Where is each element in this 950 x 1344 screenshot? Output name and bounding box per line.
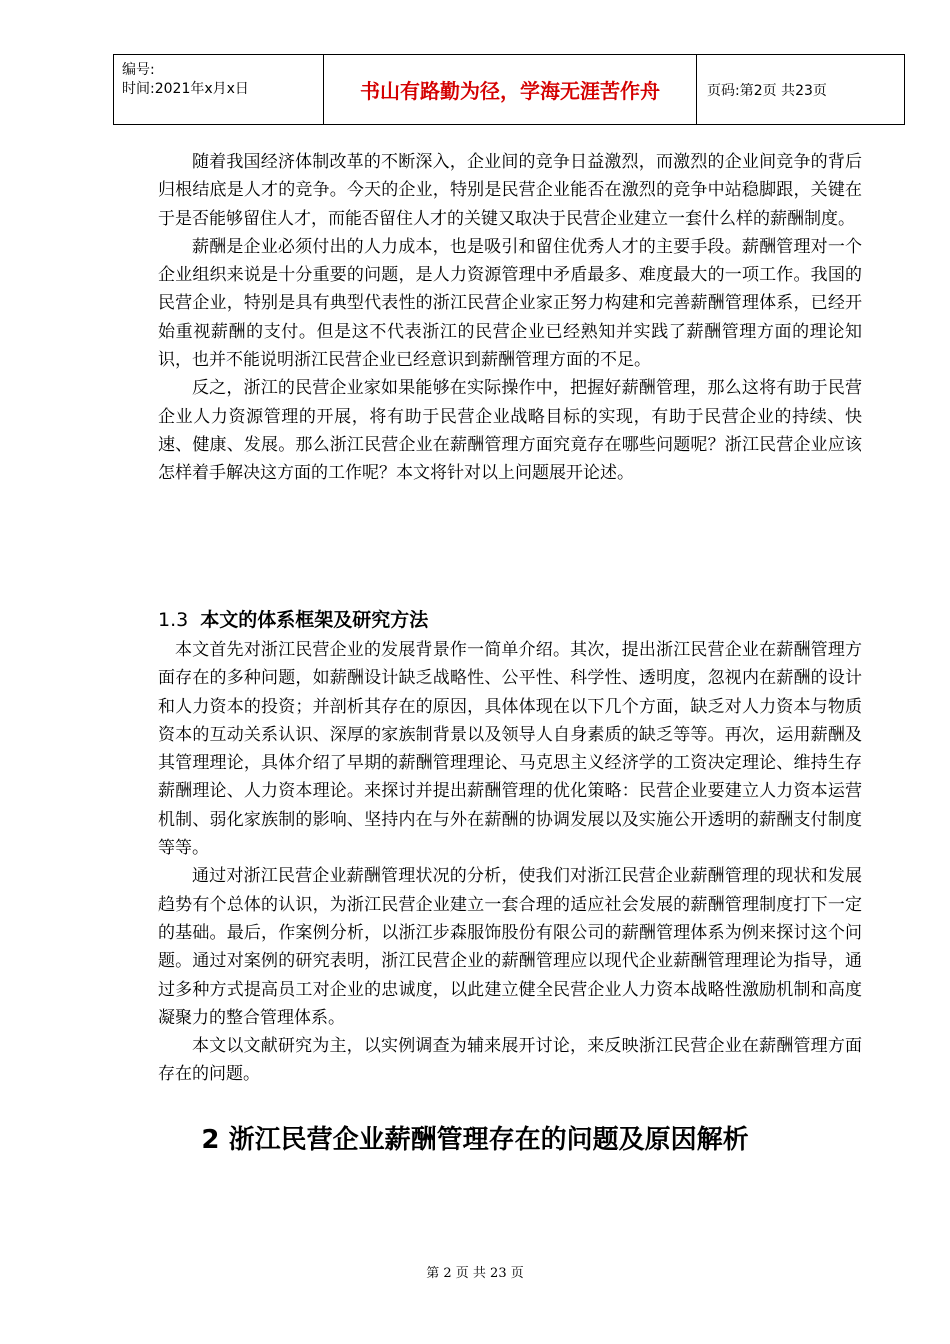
paragraph: 薪酬是企业必须付出的人力成本，也是吸引和留住优秀人才的主要手段。薪酬管理对一个企业组织来说是十分重要的问题，是人力资源管理中矛盾最多、难度最大的一项工作。我国的民营企业，特别是具有典型代表性的浙江民营企业家正努力构建和完善薪酬管理体系，已经开始重视薪酬的支付。但是这不代表浙江的民营企业已经熟知并实践了薪酬管理方面的理论知识，也并不能说明浙江民营企业已经意识到薪酬管理方面的不足。 (158, 236, 862, 371)
intro-section (158, 148, 862, 488)
paragraph: 反之，浙江的民营企业家如果能够在实际操作中，把握好薪酬管理，那么这将有助于民营企业人力资源管理的开展，将有助于民营企业战略目标的实现，有助于民营企业的持续、快速、健康、发展。那么浙江民营企业在薪酬管理方面究竟存在哪些问题呢？浙江民营企业应该怎样着手解决这方面的工作呢？本文将针对以上问题展开论述。 (158, 378, 862, 484)
section-number: 1.3 (158, 609, 189, 631)
header-meta-cell (114, 55, 324, 125)
header-motto: 书山有路勤为径，学海无涯苦作舟 (324, 55, 697, 125)
section-body (158, 636, 862, 1089)
section-title: 本文的体系框架及研究方法 (200, 609, 429, 631)
paragraph: 本文以文献研究为主，以实例调查为辅来展开讨论，来反映浙江民营企业在薪酬管理方面存在的问题。 (158, 1036, 862, 1085)
paragraph: 本文首先对浙江民营企业的发展背景作一简单介绍。其次，提出浙江民营企业在薪酬管理方面存在的多种问题，如薪酬设计缺乏战略性、公平性、科学性、透明度，忽视内在薪酬的设计和人力资本的投资；并剖析其存在的原因，具体体现在以下几个方面，缺乏对人力资本与物质资本的互动关系认识、深厚的家族制背景以及领导人自身素质的缺乏等等。再次，运用薪酬及其管理理论，具体介绍了早期的薪酬管理理论、马克思主义经济学的工资决定理论、维持生存薪酬理论、人力资本理论。来探讨并提出薪酬管理的优化策略：民营企业要建立人力资本运营机制、弱化家族制的影响、坚持内在与外在薪酬的协调发展以及实施公开透明的薪酬支付制度等等。 (158, 640, 862, 859)
paragraph: 随着我国经济体制改革的不断深入，企业间的竞争日益激烈，而激烈的企业间竞争的背后归根结底是人才的竞争。今天的企业，特别是民营企业能否在激烈的竞争中站稳脚跟，关键在于是否能够留住人才，而能否留住人才的关键又取决于民营企业建立一套什么样的薪酬制度。 (158, 152, 862, 229)
section-heading (158, 605, 428, 632)
chapter-heading: 2 浙江民营企业薪酬管理存在的问题及原因解析 (201, 1125, 749, 1155)
header-table (113, 54, 905, 125)
page-footer: 第 2 页 共 23 页 (426, 1266, 524, 1281)
paragraph: 通过对浙江民营企业薪酬管理状况的分析，使我们对浙江民营企业薪酬管理的现状和发展趋势有个总体的认识，为浙江民营企业建立一套合理的适应社会发展的薪酬管理制度打下一定的基础。最后，作案例分析，以浙江步森服饰股份有限公司的薪酬管理体系为例来探讨这个问题。通过对案例的研究表明，浙江民营企业的薪酬管理应以现代企业薪酬管理理论为指导，通过多种方式提高员工对企业的忠诚度，以此建立健全民营企业人力资本战略性激励机制和高度凝聚力的整合管理体系。 (158, 866, 862, 1028)
header-page-label: 页码:第2页 共23页 (697, 55, 905, 125)
number-label: 编号: (122, 62, 155, 78)
time-label: 时间:2021年x月x日 (122, 81, 249, 97)
